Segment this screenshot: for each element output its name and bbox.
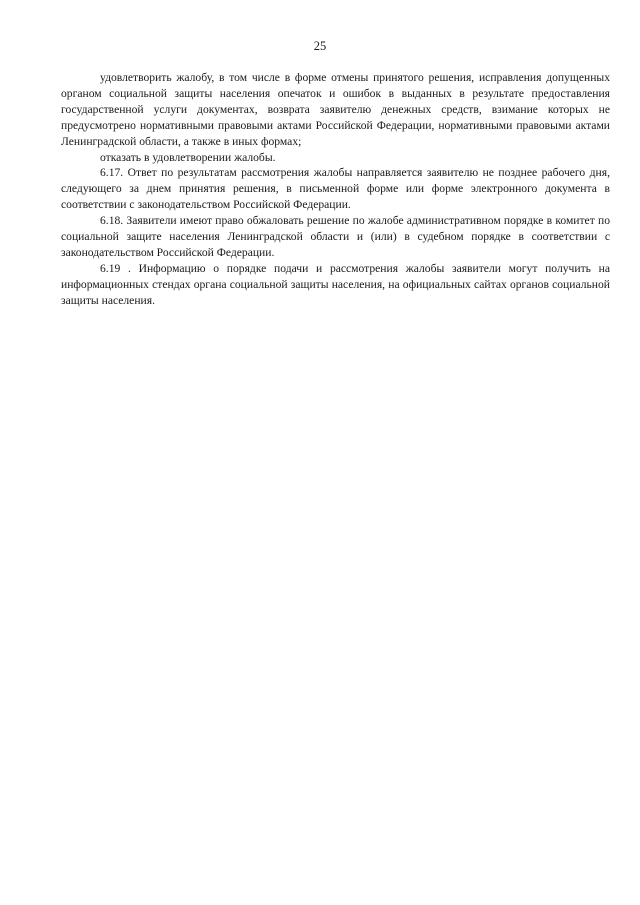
page-number: 25 bbox=[313, 39, 327, 53]
paragraph-6-17: 6.17. Ответ по результатам рассмотрения жалобы направляется заявителю не позднее рабочего дня, следующего за днем принятия решения, в письменной форме или форме электронного документа в соответствии с законодательством Российской Федерации. bbox=[61, 166, 610, 212]
paragraph-refuse-complaint: отказать в удовлетворении жалобы. bbox=[100, 150, 276, 164]
document-body bbox=[61, 70, 610, 309]
paragraph-satisfy-complaint: удовлетворить жалобу, в том числе в форме отмены принятого решения, исправления допущенных органом социальной защиты населения опечаток и ошибок в выданных в результате предоставления государственной услуги документах, возврата заявителю денежных средств, взимание которых не предусмотрено нормативными правовыми актами Российской Федерации, нормативными правовыми актами Ленинградской области, а также в иных формах; bbox=[61, 71, 610, 148]
paragraph-6-18: 6.18. Заявители имеют право обжаловать решение по жалобе административном порядке в комитет по социальной защите населения Ленинградской области и (или) в судебном порядке в соответствии с законодательством Российской Федерации. bbox=[61, 214, 610, 259]
paragraph-6-19: 6.19 . Информацию о порядке подачи и рассмотрения жалобы заявители могут получить на информационных стендах органа социальной защиты населения, на официальных сайтах органов социальной защиты населения. bbox=[61, 261, 610, 307]
